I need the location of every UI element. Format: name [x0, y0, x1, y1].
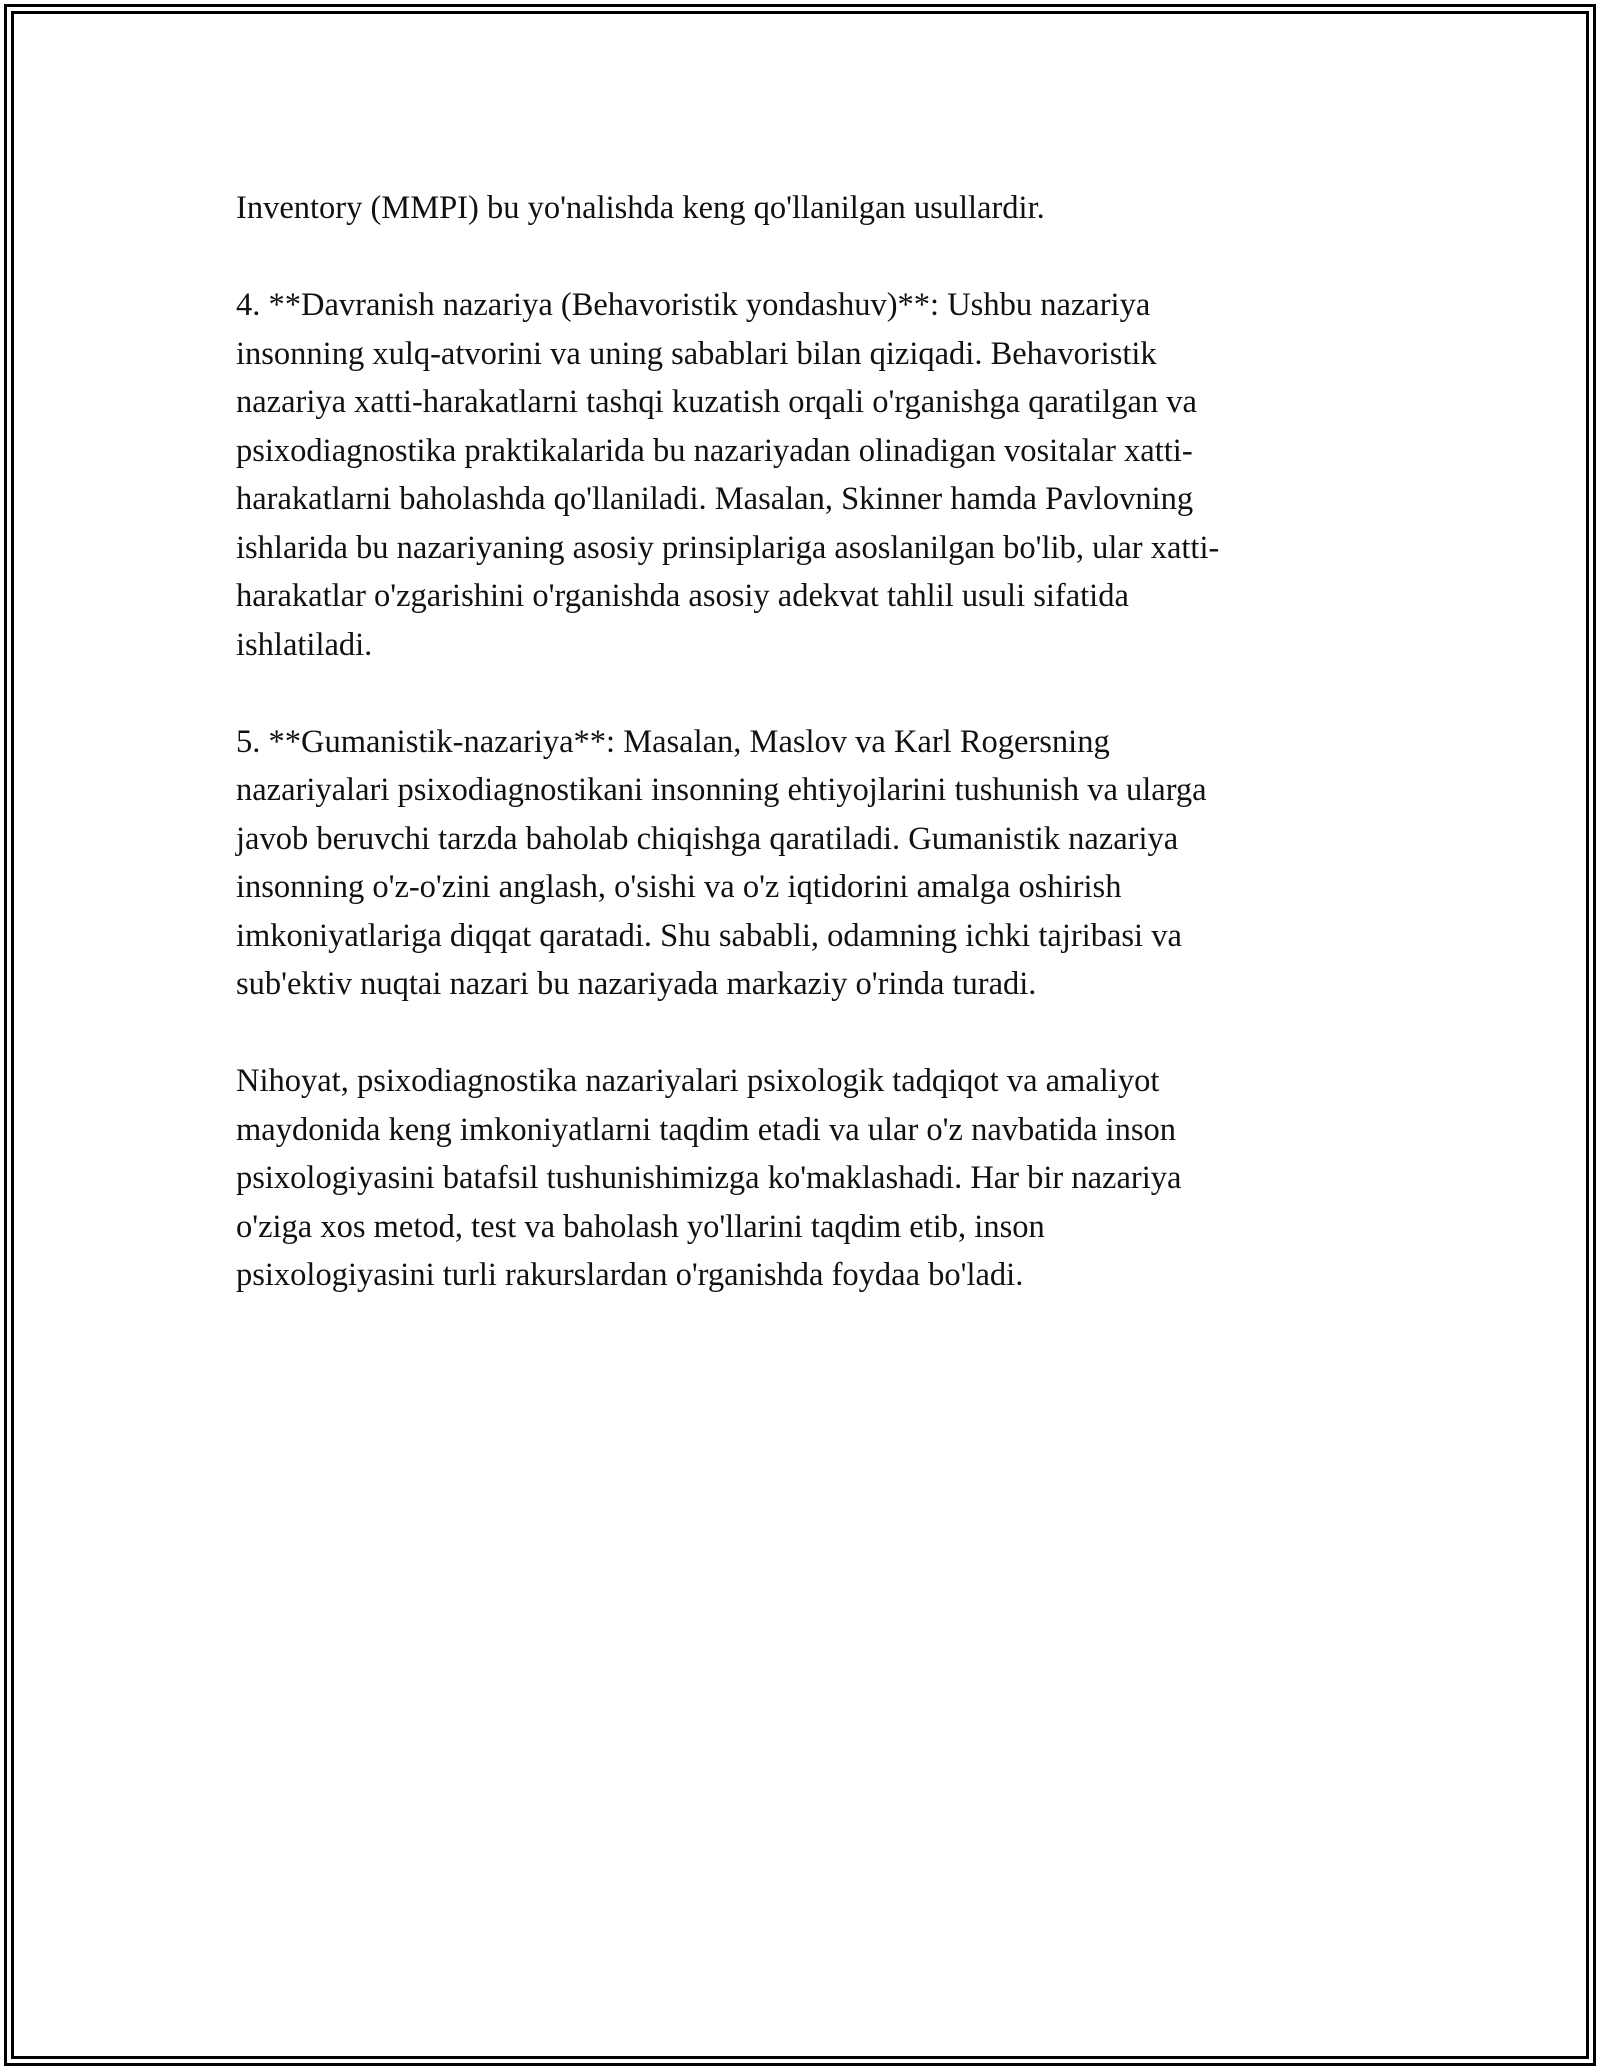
text-line: nazariyalari psixodiagnostikani insonning ehtiyojlarini tushunish va ularga	[236, 772, 1207, 808]
text-line: harakatlarni baholashda qo'llaniladi. Masalan, Skinner hamda Pavlovning	[236, 481, 1194, 517]
text-line: Inventory (MMPI) bu yo'nalishda keng qo'llanilgan usullardir.	[236, 190, 1045, 226]
text-line: insonning o'z-o'zini anglash, o'sishi va o'z iqtidorini amalga oshirish	[236, 869, 1122, 905]
text-line: psixodiagnostika praktikalarida bu nazariyadan olinadigan vositalar xatti-	[236, 432, 1193, 469]
paragraph-humanistic-theory	[236, 718, 1366, 1009]
text-line: harakatlar o'zgarishini o'rganishda asosiy adekvat tahlil usuli sifatida	[236, 578, 1129, 614]
text-line: imkoniyatlariga diqqat qaratadi. Shu sababli, odamning ichki tajribasi va	[236, 917, 1182, 954]
text-line: psixologiyasini batafsil tushunishimizga ko'maklashadi. Har bir nazariya	[236, 1160, 1182, 1196]
text-line: ishlatiladi.	[236, 626, 373, 663]
text-line: maydonida keng imkoniyatlarni taqdim etadi va ular o'z navbatida inson	[236, 1111, 1176, 1148]
paragraph-behavioral-theory	[236, 281, 1366, 669]
paragraph-conclusion	[236, 1057, 1366, 1300]
paragraph-mmpi-continuation	[236, 184, 1366, 233]
text-line: sub'ektiv nuqtai nazari bu nazariyada markaziy o'rinda turadi.	[236, 966, 1037, 1002]
text-line: Nihoyat, psixodiagnostika nazariyalari psixologik tadqiqot va amaliyot	[236, 1063, 1160, 1099]
text-line: nazariya xatti-harakatlarni tashqi kuzatish orqali o'rganishga qaratilgan va	[236, 384, 1197, 420]
document-body	[236, 184, 1366, 1348]
text-line: 5. **Gumanistik-nazariya**: Masalan, Maslov va Karl Rogersning	[236, 723, 1110, 760]
text-line: o'ziga xos metod, test va baholash yo'llarini taqdim etib, inson	[236, 1208, 1045, 1245]
text-line: 4. **Davranish nazariya (Behavoristik yondashuv)**: Ushbu nazariya	[236, 287, 1151, 323]
text-line: insonning xulq-atvorini va uning sabablari bilan qiziqadi. Behavoristik	[236, 335, 1157, 372]
text-line: ishlarida bu nazariyaning asosiy prinsiplariga asoslanilgan bo'lib, ular xatti-	[236, 529, 1220, 566]
text-line: javob beruvchi tarzda baholab chiqishga qaratiladi. Gumanistik nazariya	[236, 820, 1179, 857]
text-line: psixologiyasini turli rakurslardan o'rganishda foydaa bo'ladi.	[236, 1257, 1024, 1293]
